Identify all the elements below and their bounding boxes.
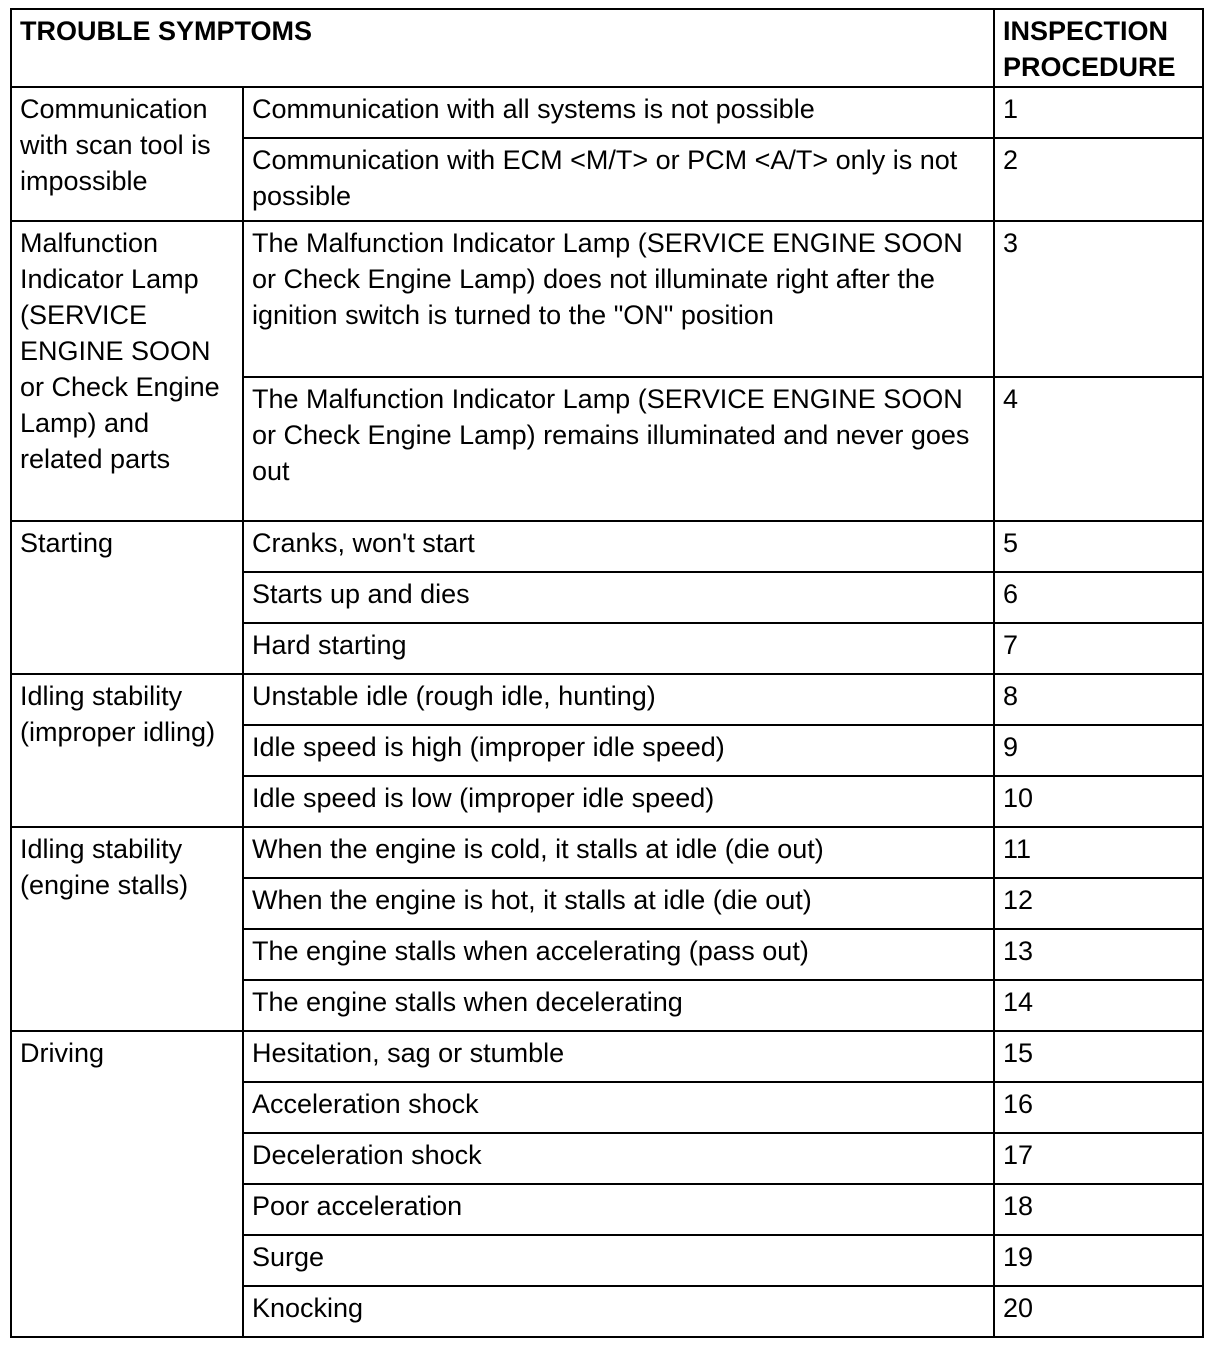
procedure-number-cell: 19 [994, 1235, 1203, 1286]
procedure-number-cell: 14 [994, 980, 1203, 1031]
symptom-cell: Idle speed is low (improper idle speed) [243, 776, 994, 827]
symptom-cell: Idle speed is high (improper idle speed) [243, 725, 994, 776]
category-cell: Communication with scan tool is impossible [11, 87, 243, 221]
symptom-cell: Unstable idle (rough idle, hunting) [243, 674, 994, 725]
symptom-cell: Hard starting [243, 623, 994, 674]
procedure-number-cell: 8 [994, 674, 1203, 725]
table-row [11, 221, 1203, 377]
category-cell: Malfunction Indicator Lamp (SERVICE ENGINE SOON or Check Engine Lamp) and related parts [11, 221, 243, 521]
symptom-cell: The Malfunction Indicator Lamp (SERVICE ENGINE SOON or Check Engine Lamp) does not illuminate right after the ignition switch is turned to the "ON" position [243, 221, 994, 377]
table-row [11, 827, 1203, 878]
table-row [11, 1031, 1203, 1082]
symptom-cell: When the engine is hot, it stalls at idle (die out) [243, 878, 994, 929]
procedure-number-cell: 20 [994, 1286, 1203, 1337]
procedure-number-cell: 12 [994, 878, 1203, 929]
procedure-number-cell: 6 [994, 572, 1203, 623]
symptom-cell: Hesitation, sag or stumble [243, 1031, 994, 1082]
table-row [11, 674, 1203, 725]
procedure-number-cell: 11 [994, 827, 1203, 878]
trouble-symptoms-table [10, 8, 1204, 1338]
procedure-number-cell: 9 [994, 725, 1203, 776]
procedure-number-cell: 18 [994, 1184, 1203, 1235]
procedure-number-cell: 15 [994, 1031, 1203, 1082]
symptom-cell: When the engine is cold, it stalls at idle (die out) [243, 827, 994, 878]
symptom-cell: Poor acceleration [243, 1184, 994, 1235]
procedure-number-cell: 13 [994, 929, 1203, 980]
table-row [11, 521, 1203, 572]
procedure-number-cell: 1 [994, 87, 1203, 138]
procedure-number-cell: 2 [994, 138, 1203, 221]
symptom-cell: The Malfunction Indicator Lamp (SERVICE ENGINE SOON or Check Engine Lamp) remains illuminated and never goes out [243, 377, 994, 521]
procedure-number-cell: 4 [994, 377, 1203, 521]
symptom-cell: Communication with ECM <M/T> or PCM <A/T> only is not possible [243, 138, 994, 221]
procedure-number-cell: 10 [994, 776, 1203, 827]
symptom-cell: Knocking [243, 1286, 994, 1337]
header-trouble-symptoms: TROUBLE SYMPTOMS [11, 9, 994, 87]
procedure-number-cell: 7 [994, 623, 1203, 674]
header-inspection-procedure: INSPECTION PROCEDURE [994, 9, 1203, 87]
procedure-number-cell: 16 [994, 1082, 1203, 1133]
category-cell: Starting [11, 521, 243, 674]
category-cell: Driving [11, 1031, 243, 1337]
symptom-cell: Cranks, won't start [243, 521, 994, 572]
header-row [11, 9, 1203, 87]
table-row [11, 87, 1203, 138]
symptom-cell: Acceleration shock [243, 1082, 994, 1133]
symptom-cell: The engine stalls when accelerating (pass out) [243, 929, 994, 980]
category-cell: Idling stability (improper idling) [11, 674, 243, 827]
symptom-cell: Surge [243, 1235, 994, 1286]
symptom-cell: The engine stalls when decelerating [243, 980, 994, 1031]
symptom-cell: Starts up and dies [243, 572, 994, 623]
table-body [11, 9, 1203, 1337]
symptom-cell: Deceleration shock [243, 1133, 994, 1184]
procedure-number-cell: 5 [994, 521, 1203, 572]
procedure-number-cell: 3 [994, 221, 1203, 377]
symptom-cell: Communication with all systems is not possible [243, 87, 994, 138]
procedure-number-cell: 17 [994, 1133, 1203, 1184]
category-cell: Idling stability (engine stalls) [11, 827, 243, 1031]
